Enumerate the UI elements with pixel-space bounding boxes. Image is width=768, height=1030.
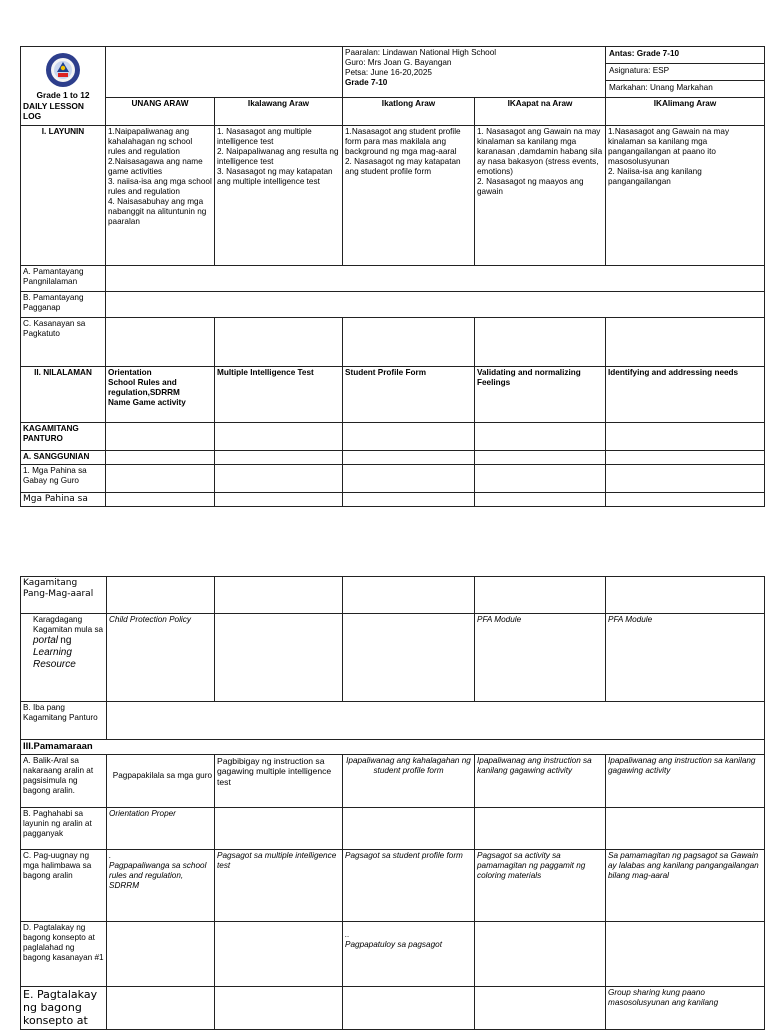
kasanayan-label: C. Kasanayan sa Pagkatuto <box>21 318 106 367</box>
gabay-guro-day-4 <box>475 465 606 493</box>
kagamitang-panturo-label: KAGAMITANG PANTURO <box>21 423 106 451</box>
pamantayang-pangnilalaman-label: A. Pamantayang Pangnilalaman <box>21 266 106 292</box>
layunin-day-1: 1.Naipapaliwanag ang kahalahagan ng school rules and regulation 2.Naisasagawa ang name game activities 3. naiisa-isa ang mga school rules and regulation 4. Naisasabuhay ang mga nabanggit na alituntunin ng paaralan <box>106 126 215 266</box>
pag-uugnay-day-5: Sa pamamagitan ng pagsagot sa Gawain ay lalabas ang kanilang pangangailangan bilang mag-aaral <box>606 849 765 921</box>
pagtalakay-2-day-3 <box>343 986 475 1029</box>
karagdagang-label-text: Karagdagang Kagamitan mula sa <box>33 615 104 634</box>
daily-lesson-log-table-top <box>20 46 765 507</box>
dll-title <box>23 90 103 122</box>
day-header-3: Ikatlong Araw <box>343 98 475 126</box>
pagtalakay-2-day-2 <box>215 986 343 1029</box>
balik-aral-day-2: Pagbibigay ng instruction sa gagawing multiple intelligence test <box>215 754 343 807</box>
pamantayang-pangnilalaman-value <box>106 266 765 292</box>
sanggunian-day-2 <box>215 451 343 465</box>
level-subject-quarter <box>606 47 765 98</box>
balik-aral-label: A. Balik-Aral sa nakaraang aralin at pagsisimula ng bagong aralin. <box>21 754 107 807</box>
kagamitang-panturo-day-5 <box>606 423 765 451</box>
karagdagang-day-2 <box>215 614 343 702</box>
iba-pang-kagamitang-value <box>107 702 765 740</box>
sanggunian-day-4 <box>475 451 606 465</box>
paghahabi-day-3 <box>343 807 475 849</box>
pagtalakay-1-day-4 <box>475 921 606 986</box>
balik-aral-day-4: Ipapaliwanag ang instruction sa kanilang gagawing activity <box>475 754 606 807</box>
sanggunian-day-1 <box>106 451 215 465</box>
gabay-guro-day-5 <box>606 465 765 493</box>
pagtalakay-1-day-3: .. Pagpapatuloy sa pagsagot <box>343 921 475 986</box>
header-blank <box>106 47 343 98</box>
karagdagang-day-1: Child Protection Policy <box>107 614 215 702</box>
layunin-label: I. LAYUNIN <box>21 126 106 266</box>
mga-pahina-day-3 <box>343 493 475 507</box>
karagdagang-day-5: PFA Module <box>606 614 765 702</box>
karagdagang-label-resource: Learning Resource <box>33 647 76 671</box>
layunin-day-4: 1. Nasasagot ang Gawain na may kinalaman sa kanilang mga karanasan ,damdamin habang sila ay nasa bakasyon (stress events, emotions) 2. Nasasagot ng maayos ang gawain <box>475 126 606 266</box>
pagtalakay-1-day-1 <box>107 921 215 986</box>
kagamitang-pang-mag-aaral-label: Kagamitang Pang-Mag-aaral <box>21 577 107 614</box>
kagamitang-panturo-day-2 <box>215 423 343 451</box>
paghahabi-day-5 <box>606 807 765 849</box>
nilalaman-day-3: Student Profile Form <box>343 367 475 423</box>
pagtalakay-2-label: E. Pagtalakay ng bagong konsepto at <box>21 986 107 1029</box>
deped-seal-icon <box>45 52 81 88</box>
kasanayan-day-5 <box>606 318 765 367</box>
kasanayan-day-4 <box>475 318 606 367</box>
paghahabi-label: B. Paghahabi sa layunin ng aralin at pagganyak <box>21 807 107 849</box>
day-header-5: IKAlimang Araw <box>606 98 765 126</box>
mga-pahina-day-4 <box>475 493 606 507</box>
day-header-4: IKAapat na Araw <box>475 98 606 126</box>
nilalaman-day-1: Orientation School Rules and regulation,SDRRM Name Game activity <box>106 367 215 423</box>
logo-title-cell <box>21 47 106 126</box>
daily-lesson-log-table-bottom <box>20 576 765 1030</box>
school-name: Paaralan: Lindawan National High School <box>345 48 497 57</box>
layunin-day-3: 1.Nasasagot ang student profile form para mas makilala ang background ng mga mag-aaral 2. Nasasagot ng may katapatan ang student profile form <box>343 126 475 266</box>
pag-uugnay-label: C. Pag-uugnay ng mga halimbawa sa bagong aralin <box>21 849 107 921</box>
karagdagang-day-3 <box>343 614 475 702</box>
sanggunian-day-3 <box>343 451 475 465</box>
kasanayan-day-2 <box>215 318 343 367</box>
pagtalakay-1-label: D. Pagtalakay ng bagong konsepto at paglalahad ng bagong kasanayan #1 <box>21 921 107 986</box>
pag-uugnay-day-4: Pagsagot sa activity sa pamamagitan ng paggamit ng coloring materials <box>475 849 606 921</box>
karagdagang-day-4: PFA Module <box>475 614 606 702</box>
pag-uugnay-day-1: . Pagpapaliwanga sa school rules and regulation, SDRRM <box>107 849 215 921</box>
layunin-day-5: 1.Nasasagot ang Gawain na may kinalaman sa kanilang mga pangangailangan at paano ito masosolusyunan 2. Naiisa-isa ang kanilang pangangailangan <box>606 126 765 266</box>
pamamaraan-heading: III.Pamamaraan <box>21 740 765 755</box>
kasanayan-day-1 <box>106 318 215 367</box>
kagamitang-pang-day-5 <box>606 577 765 614</box>
kasanayan-day-3 <box>343 318 475 367</box>
sanggunian-day-5 <box>606 451 765 465</box>
kagamitang-pang-day-3 <box>343 577 475 614</box>
nilalaman-day-5: Identifying and addressing needs <box>606 367 765 423</box>
karagdagang-label-ng: ng <box>60 635 72 646</box>
balik-aral-day-1: Pagpapakilala sa mga guro <box>107 754 215 807</box>
gabay-guro-day-1 <box>106 465 215 493</box>
gabay-guro-day-2 <box>215 465 343 493</box>
layunin-day-2: 1. Nasasagot ang multiple intelligence test 2. Naipapaliwanag ang resulta ng intelligence test 3. Nasasagot ng may katapatan ang multiple intelligence test <box>215 126 343 266</box>
date: Petsa: June 16-20,2025 <box>345 68 432 77</box>
kagamitang-panturo-day-1 <box>106 423 215 451</box>
karagdagang-label-portal: portal <box>33 635 59 646</box>
pagtalakay-2-day-4 <box>475 986 606 1029</box>
pagtalakay-1-day-5 <box>606 921 765 986</box>
grade-level: Antas: Grade 7-10 <box>606 47 764 64</box>
kagamitang-pang-day-4 <box>475 577 606 614</box>
day-header-2: Ikalawang Araw <box>215 98 343 126</box>
school-info <box>343 47 606 98</box>
kagamitang-panturo-day-3 <box>343 423 475 451</box>
mga-pahina-day-2 <box>215 493 343 507</box>
subject: Asignatura: ESP <box>606 64 764 81</box>
nilalaman-day-2: Multiple Intelligence Test <box>215 367 343 423</box>
karagdagang-kagamitan-label <box>21 614 107 702</box>
sanggunian-label: A. SANGGUNIAN <box>21 451 106 465</box>
pamantayang-pagganap-value <box>106 292 765 318</box>
iba-pang-kagamitang-label: B. Iba pang Kagamitang Panturo <box>21 702 107 740</box>
day-header-1: UNANG ARAW <box>106 98 215 126</box>
gabay-guro-day-3 <box>343 465 475 493</box>
teacher-name: Guro: Mrs Joan G. Bayangan <box>345 58 452 67</box>
quarter: Markahan: Unang Markahan <box>609 83 713 92</box>
nilalaman-label: II. NILALAMAN <box>21 367 106 423</box>
dll-title-line-1: Grade 1 to 12 <box>36 90 90 100</box>
pagtalakay-2-day-5: Group sharing kung paano masosolusyunan ang kanilang <box>606 986 765 1029</box>
kagamitang-pang-day-2 <box>215 577 343 614</box>
pag-uugnay-day-3: Pagsagot sa student profile form <box>343 849 475 921</box>
mga-pahina-day-1 <box>106 493 215 507</box>
kagamitang-panturo-day-4 <box>475 423 606 451</box>
pagtalakay-2-day-1 <box>107 986 215 1029</box>
dll-title-line-2: DAILY LESSON LOG <box>23 100 84 121</box>
mga-pahina-label: Mga Pahina sa <box>21 493 106 507</box>
gabay-guro-label: 1. Mga Pahina sa Gabay ng Guro <box>21 465 106 493</box>
paghahabi-day-1: Orientation Proper <box>107 807 215 849</box>
balik-aral-day-3: Ipapaliwanag ang kahalagahan ng student profile form <box>343 754 475 807</box>
paghahabi-day-4 <box>475 807 606 849</box>
grade: Grade 7-10 <box>345 78 388 87</box>
kagamitang-pang-day-1 <box>107 577 215 614</box>
mga-pahina-day-5 <box>606 493 765 507</box>
nilalaman-day-4: Validating and normalizing Feelings <box>475 367 606 423</box>
pag-uugnay-day-2: Pagsagot sa multiple intelligence test <box>215 849 343 921</box>
balik-aral-day-5: Ipapaliwanag ang instruction sa kanilang gagawing activity <box>606 754 765 807</box>
pamantayang-pagganap-label: B. Pamantayang Pagganap <box>21 292 106 318</box>
paghahabi-day-2 <box>215 807 343 849</box>
pagtalakay-1-day-2 <box>215 921 343 986</box>
